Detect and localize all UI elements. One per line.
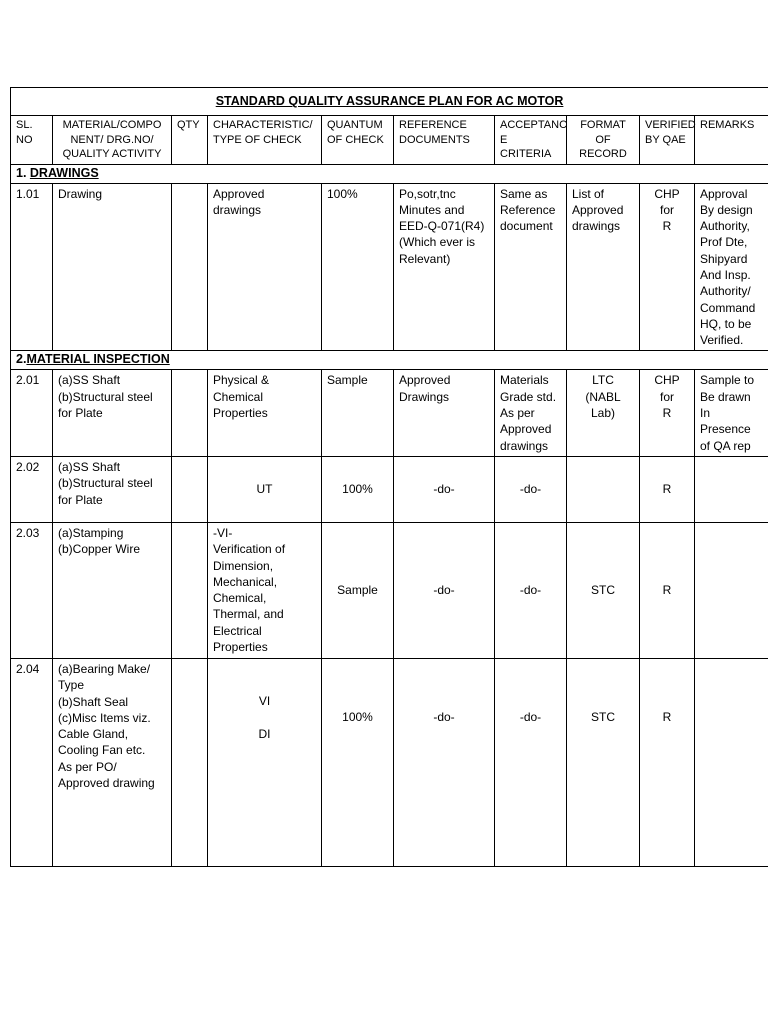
table-row <box>11 456 768 522</box>
cell-remarks <box>695 658 768 866</box>
header-sl-no: SL. NO <box>11 116 53 165</box>
cell-reference: Approved Drawings <box>394 370 495 456</box>
cell-verified: R <box>640 456 695 522</box>
cell-qty <box>172 522 208 658</box>
document-title: STANDARD QUALITY ASSURANCE PLAN FOR AC MOTOR <box>11 88 768 116</box>
cell-remarks <box>695 456 768 522</box>
cell-material: Drawing <box>53 183 172 351</box>
cell-reference: Po,sotr,tnc Minutes and EED-Q-071(R4) (Which ever is Relevant) <box>394 183 495 351</box>
cell-format: LTC (NABL Lab) <box>567 370 640 456</box>
cell-remarks <box>695 522 768 658</box>
section-title: DRAWINGS <box>29 165 99 180</box>
table-row <box>11 183 768 351</box>
header-reference: REFERENCE DOCUMENTS <box>394 116 495 165</box>
section-number: 1. <box>16 165 30 180</box>
cell-format: List of Approved drawings <box>567 183 640 351</box>
cell-qty <box>172 456 208 522</box>
cell-material: (a)Stamping (b)Copper Wire <box>53 522 172 658</box>
cell-acceptance: -do- <box>495 658 567 866</box>
table-row <box>11 522 768 658</box>
cell-characteristic: UT <box>208 456 322 522</box>
cell-remarks: Sample to Be drawn In Presence of QA rep <box>695 370 768 456</box>
cell-acceptance: Materials Grade std. As per Approved drawings <box>495 370 567 456</box>
cell-characteristic: -VI- Verification of Dimension, Mechanical, Chemical, Thermal, and Electrical Properties <box>208 522 322 658</box>
cell-reference: -do- <box>394 522 495 658</box>
cell-characteristic: VI DI <box>208 658 322 866</box>
cell-acceptance: -do- <box>495 456 567 522</box>
cell-verified: R <box>640 658 695 866</box>
cell-verified: CHP for R <box>640 183 695 351</box>
cell-characteristic: Physical & Chemical Properties <box>208 370 322 456</box>
section-row-material-inspection <box>11 351 768 370</box>
cell-qty <box>172 658 208 866</box>
cell-sl: 2.04 <box>11 658 53 866</box>
cell-quantum: Sample <box>322 522 394 658</box>
section-heading-drawings <box>11 164 768 183</box>
header-quantum: QUANTUM OF CHECK <box>322 116 394 165</box>
quality-assurance-plan-table <box>10 87 768 867</box>
cell-quantum: 100% <box>322 658 394 866</box>
header-verified: VERIFIED BY QAE <box>640 116 695 165</box>
cell-material: (a)SS Shaft (b)Structural steel for Plate <box>53 456 172 522</box>
title-row <box>11 88 768 116</box>
cell-quantum: Sample <box>322 370 394 456</box>
cell-material: (a)SS Shaft (b)Structural steel for Plate <box>53 370 172 456</box>
cell-acceptance: -do- <box>495 522 567 658</box>
section-heading-material-inspection <box>11 351 768 370</box>
section-row-drawings <box>11 164 768 183</box>
cell-reference: -do- <box>394 456 495 522</box>
cell-sl: 1.01 <box>11 183 53 351</box>
cell-reference: -do- <box>394 658 495 866</box>
header-characteristic: CHARACTERISTIC/ TYPE OF CHECK <box>208 116 322 165</box>
header-row <box>11 116 768 165</box>
header-qty: QTY <box>172 116 208 165</box>
cell-format: STC <box>567 522 640 658</box>
cell-sl: 2.03 <box>11 522 53 658</box>
cell-verified: R <box>640 522 695 658</box>
table-row <box>11 658 768 866</box>
header-acceptance: ACCEPTANC E CRITERIA <box>495 116 567 165</box>
section-number: 2. <box>16 352 27 367</box>
cell-remarks: Approval By design Authority, Prof Dte, Shipyard And Insp. Authority/ Command HQ, to be Verified. <box>695 183 768 351</box>
cell-qty <box>172 183 208 351</box>
header-format: FORMAT OF RECORD <box>567 116 640 165</box>
cell-material: (a)Bearing Make/ Type (b)Shaft Seal (c)Misc Items viz. Cable Gland, Cooling Fan etc. As per PO/ Approved drawing <box>53 658 172 866</box>
cell-verified: CHP for R <box>640 370 695 456</box>
cell-sl: 2.02 <box>11 456 53 522</box>
cell-characteristic: Approved drawings <box>208 183 322 351</box>
cell-qty <box>172 370 208 456</box>
cell-acceptance: Same as Reference document <box>495 183 567 351</box>
cell-sl: 2.01 <box>11 370 53 456</box>
header-material: MATERIAL/COMPO NENT/ DRG.NO/ QUALITY ACTIVITY <box>53 116 172 165</box>
cell-format <box>567 456 640 522</box>
cell-format: STC <box>567 658 640 866</box>
table-row <box>11 370 768 456</box>
section-title: MATERIAL INSPECTION <box>26 352 170 367</box>
header-remarks: REMARKS <box>695 116 768 165</box>
cell-quantum: 100% <box>322 183 394 351</box>
cell-quantum: 100% <box>322 456 394 522</box>
